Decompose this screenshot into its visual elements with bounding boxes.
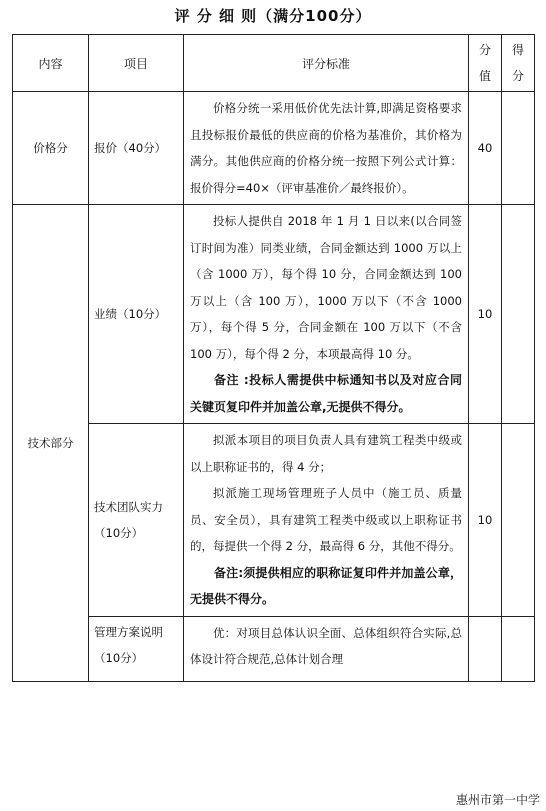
header-criteria: 评分标准 xyxy=(184,35,469,92)
points-team: 10 xyxy=(469,424,502,617)
table-row-management xyxy=(13,616,535,681)
table-row-price xyxy=(13,92,535,205)
score-team xyxy=(502,424,535,617)
criteria-team-text-2: 拟派施工现场管理班子人员中（施工员、质量员、安全员），具有建筑工程类中级或以上职称证书的，每提供一个得 2 分，最高得 6 分，其他不得分。 xyxy=(190,486,462,553)
score-price xyxy=(502,92,535,205)
watermark: 惠州市第一中学 xyxy=(455,793,540,807)
category-price: 价格分 xyxy=(13,92,89,205)
points-management xyxy=(469,616,502,681)
item-performance: 业绩（10分） xyxy=(89,205,184,424)
header-content: 内容 xyxy=(13,35,89,92)
criteria-team-text-1: 拟派本项目的项目负责人具有建筑工程类中级或以上职称证书的，得 4 分； xyxy=(190,433,462,474)
criteria-performance-text: 投标人提供自 2018 年 1 月 1 日以来(以合同签订时间为准）同类业绩，合同金额达到 1000 万以上（含 1000 万），每个得 10 分，合同金额达到 100 万以上（含 100 万），1000 万以下（不含 1000 万），每个得 5 分，合同金额在 100 万以下（不含 100 万），每个得 2 分，本项最高得 10 分。 xyxy=(190,214,462,361)
criteria-price xyxy=(184,92,469,205)
criteria-team xyxy=(184,424,469,617)
header-score-line2: 分 xyxy=(511,69,524,83)
points-price: 40 xyxy=(469,92,502,205)
header-points xyxy=(469,35,502,92)
scoring-table xyxy=(12,34,535,682)
points-performance: 10 xyxy=(469,205,502,424)
header-score-line1: 得 xyxy=(511,43,524,57)
header-points-line2: 值 xyxy=(478,69,491,83)
table-row-team xyxy=(13,424,535,617)
table-header-row xyxy=(13,35,535,92)
score-management xyxy=(502,616,535,681)
criteria-management-text: 优：对项目总体认识全面、总体组织符合实际,总体设计符合规范,总体计划合理 xyxy=(190,625,462,666)
item-management: 管理方案说明（10分） xyxy=(89,616,184,681)
header-points-line1: 分 xyxy=(478,43,491,57)
item-team: 技术团队实力 （10分） xyxy=(89,424,184,617)
category-technical: 技术部分 xyxy=(13,205,89,682)
table-row-performance xyxy=(13,205,535,424)
header-item: 项目 xyxy=(89,35,184,92)
criteria-performance xyxy=(184,205,469,424)
criteria-performance-note: 备注 :投标人需提供中标通知书以及对应合同关键页复印件并加盖公章,无提供不得分。 xyxy=(190,373,462,414)
item-price: 报价（40分） xyxy=(89,92,184,205)
document-title: 评 分 细 则（满分100分） xyxy=(174,7,372,25)
criteria-team-note: 备注:须提供相应的职称证复印件并加盖公章，无提供不得分。 xyxy=(190,565,462,606)
score-performance xyxy=(502,205,535,424)
criteria-price-text: 价格分统一采用低价优先法计算,即满足资格要求且投标报价最低的供应商的价格为基准价，其价格为满分。其他供应商的价格分统一按照下列公式计算：报价得分=40×（评审基准价／最终报价）。 xyxy=(190,101,462,195)
header-score xyxy=(502,35,535,92)
criteria-management xyxy=(184,616,469,681)
